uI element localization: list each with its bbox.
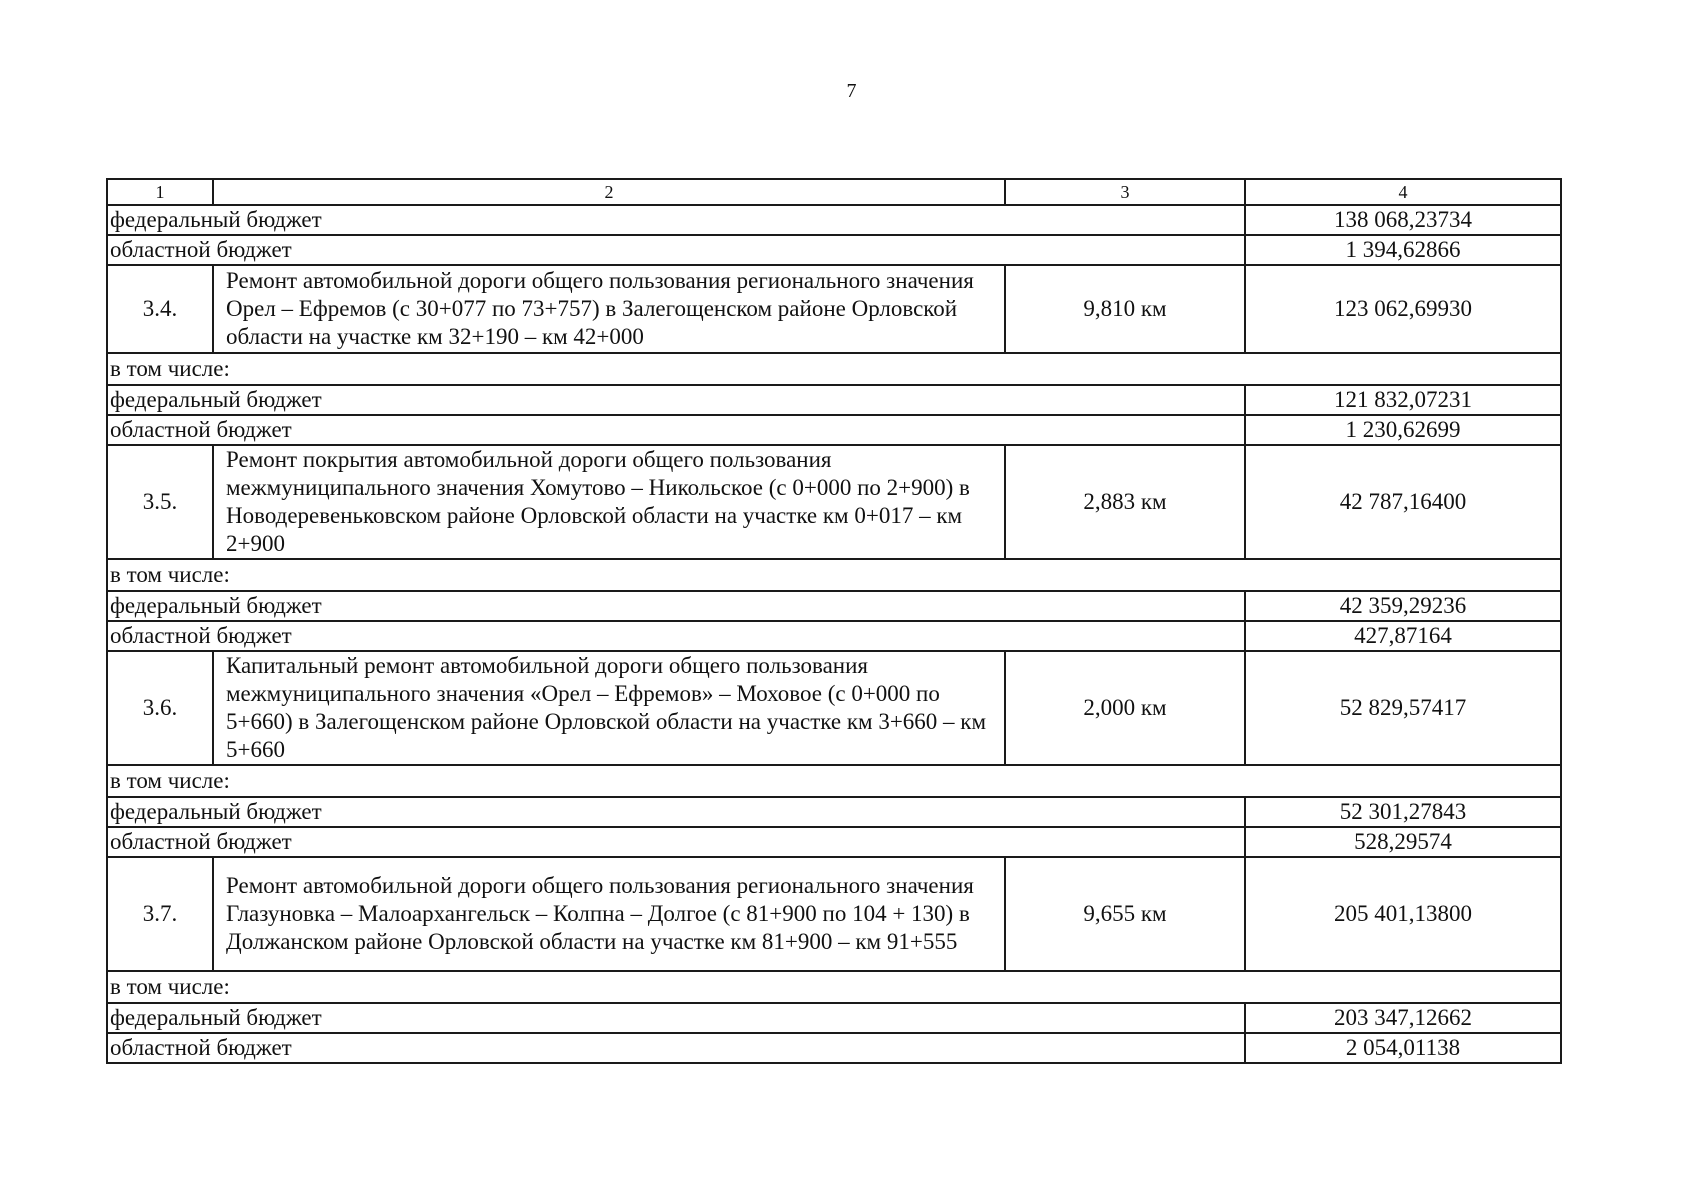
item-length: 9,810 км (1005, 265, 1245, 353)
table-row (107, 591, 1561, 621)
table-row (107, 265, 1561, 353)
column-header-2: 2 (213, 179, 1005, 205)
regional-budget-label: областной бюджет (107, 415, 1245, 445)
including-label: в том числе: (107, 559, 1561, 591)
column-header-1: 1 (107, 179, 213, 205)
item-description: Ремонт автомобильной дороги общего пользования регионального значения Орел – Ефремов (с 30+077 по 73+757) в Залегощенском районе Орловской области на участке км 32+190 – км 42+000 (213, 265, 1005, 353)
regional-budget-amount: 1 394,62866 (1245, 235, 1561, 265)
item-length: 2,883 км (1005, 445, 1245, 559)
federal-budget-label: федеральный бюджет (107, 205, 1245, 235)
including-label: в том числе: (107, 353, 1561, 385)
budget-table (106, 178, 1562, 1064)
table-row (107, 857, 1561, 971)
federal-budget-amount: 121 832,07231 (1245, 385, 1561, 415)
item-amount: 42 787,16400 (1245, 445, 1561, 559)
table-row (107, 445, 1561, 559)
including-label: в том числе: (107, 971, 1561, 1003)
regional-budget-label: областной бюджет (107, 1033, 1245, 1063)
federal-budget-amount: 203 347,12662 (1245, 1003, 1561, 1033)
regional-budget-label: областной бюджет (107, 621, 1245, 651)
table-row (107, 559, 1561, 591)
federal-budget-label: федеральный бюджет (107, 1003, 1245, 1033)
table-row (107, 1033, 1561, 1063)
item-number: 3.6. (107, 651, 213, 765)
federal-budget-amount: 138 068,23734 (1245, 205, 1561, 235)
table-row (107, 205, 1561, 235)
item-description: Капитальный ремонт автомобильной дороги общего пользования межмуниципального значения «Орел – Ефремов» – Моховое (с 0+000 по 5+660) в Залегощенском районе Орловской области на участке км 3+660 – км 5+660 (213, 651, 1005, 765)
item-number: 3.7. (107, 857, 213, 971)
item-amount: 123 062,69930 (1245, 265, 1561, 353)
regional-budget-amount: 1 230,62699 (1245, 415, 1561, 445)
page-number: 7 (846, 80, 857, 102)
table-row (107, 765, 1561, 797)
item-amount: 52 829,57417 (1245, 651, 1561, 765)
item-description: Ремонт покрытия автомобильной дороги общего пользования межмуниципального значения Хомутово – Никольское (с 0+000 по 2+900) в Новодеревеньковском районе Орловской области на участке км 0+017 – км 2+900 (213, 445, 1005, 559)
column-header-3: 3 (1005, 179, 1245, 205)
regional-budget-label: областной бюджет (107, 235, 1245, 265)
table-row (107, 415, 1561, 445)
federal-budget-label: федеральный бюджет (107, 797, 1245, 827)
regional-budget-amount: 427,87164 (1245, 621, 1561, 651)
table-row (107, 797, 1561, 827)
item-number: 3.5. (107, 445, 213, 559)
federal-budget-label: федеральный бюджет (107, 385, 1245, 415)
column-header-4: 4 (1245, 179, 1561, 205)
table-row (107, 1003, 1561, 1033)
item-amount: 205 401,13800 (1245, 857, 1561, 971)
item-number: 3.4. (107, 265, 213, 353)
table-row (107, 827, 1561, 857)
table-row (107, 385, 1561, 415)
table-row (107, 651, 1561, 765)
regional-budget-amount: 528,29574 (1245, 827, 1561, 857)
item-length: 9,655 км (1005, 857, 1245, 971)
regional-budget-amount: 2 054,01138 (1245, 1033, 1561, 1063)
table-row (107, 621, 1561, 651)
federal-budget-label: федеральный бюджет (107, 591, 1245, 621)
federal-budget-amount: 42 359,29236 (1245, 591, 1561, 621)
including-label: в том числе: (107, 765, 1561, 797)
table-row (107, 235, 1561, 265)
item-description: Ремонт автомобильной дороги общего пользования регионального значения Глазуновка – Малоархангельск – Колпна – Долгое (с 81+900 по 104 + 130) в Должанском районе Орловской области на участке км 81+900 – км 91+555 (213, 857, 1005, 971)
column-header-row (107, 179, 1561, 205)
item-length: 2,000 км (1005, 651, 1245, 765)
table-row (107, 971, 1561, 1003)
federal-budget-amount: 52 301,27843 (1245, 797, 1561, 827)
table-row (107, 353, 1561, 385)
regional-budget-label: областной бюджет (107, 827, 1245, 857)
